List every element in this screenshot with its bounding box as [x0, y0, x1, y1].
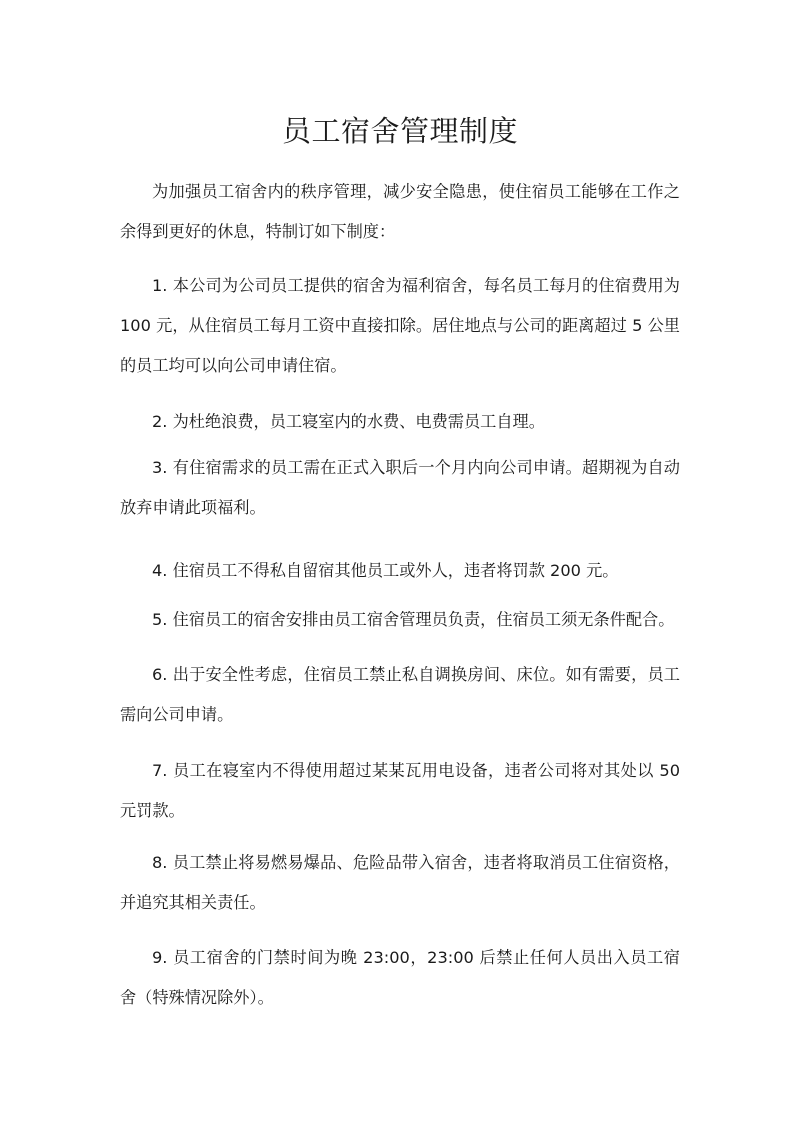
rule-item-7: 7. 员工在寝室内不得使用超过某某瓦用电设备，违者公司将对其处以 50元罚款。 [120, 761, 680, 820]
rule-item-2: 2. 为杜绝浪费，员工寝室内的水费、电费需员工自理。 [152, 412, 545, 431]
rule-item-8: 8. 员工禁止将易燃易爆品、危险品带入宿舍，违者将取消员工住宿资格，并追究其相关责任。 [120, 853, 680, 912]
rule-item-1: 1. 本公司为公司员工提供的宿舍为福利宿舍，每名员工每月的住宿费用为100 元，从住宿员工每月工资中直接扣除。居住地点与公司的距离超过 5 公里的员工均可以向公司申请住宿。 [120, 276, 680, 375]
rule-item-6: 6. 出于安全性考虑，住宿员工禁止私自调换房间、床位。如有需要，员工需向公司申请。 [120, 665, 680, 724]
document-title: 员工宿舍管理制度 [281, 114, 518, 148]
rule-item-5: 5. 住宿员工的宿舍安排由员工宿舍管理员负责，住宿员工须无条件配合。 [152, 610, 675, 629]
intro-paragraph: 为加强员工宿舍内的秩序管理，减少安全隐患，使住宿员工能够在工作之余得到更好的休息，特制订如下制度： [120, 182, 680, 241]
rule-item-9: 9. 员工宿舍的门禁时间为晚 23:00，23:00 后禁止任何人员出入员工宿舍（特殊情况除外）。 [120, 948, 680, 1007]
rule-item-3: 3. 有住宿需求的员工需在正式入职后一个月内向公司申请。超期视为自动放弃申请此项福利。 [120, 458, 680, 517]
rule-item-4: 4. 住宿员工不得私自留宿其他员工或外人，违者将罚款 200 元。 [152, 561, 619, 580]
